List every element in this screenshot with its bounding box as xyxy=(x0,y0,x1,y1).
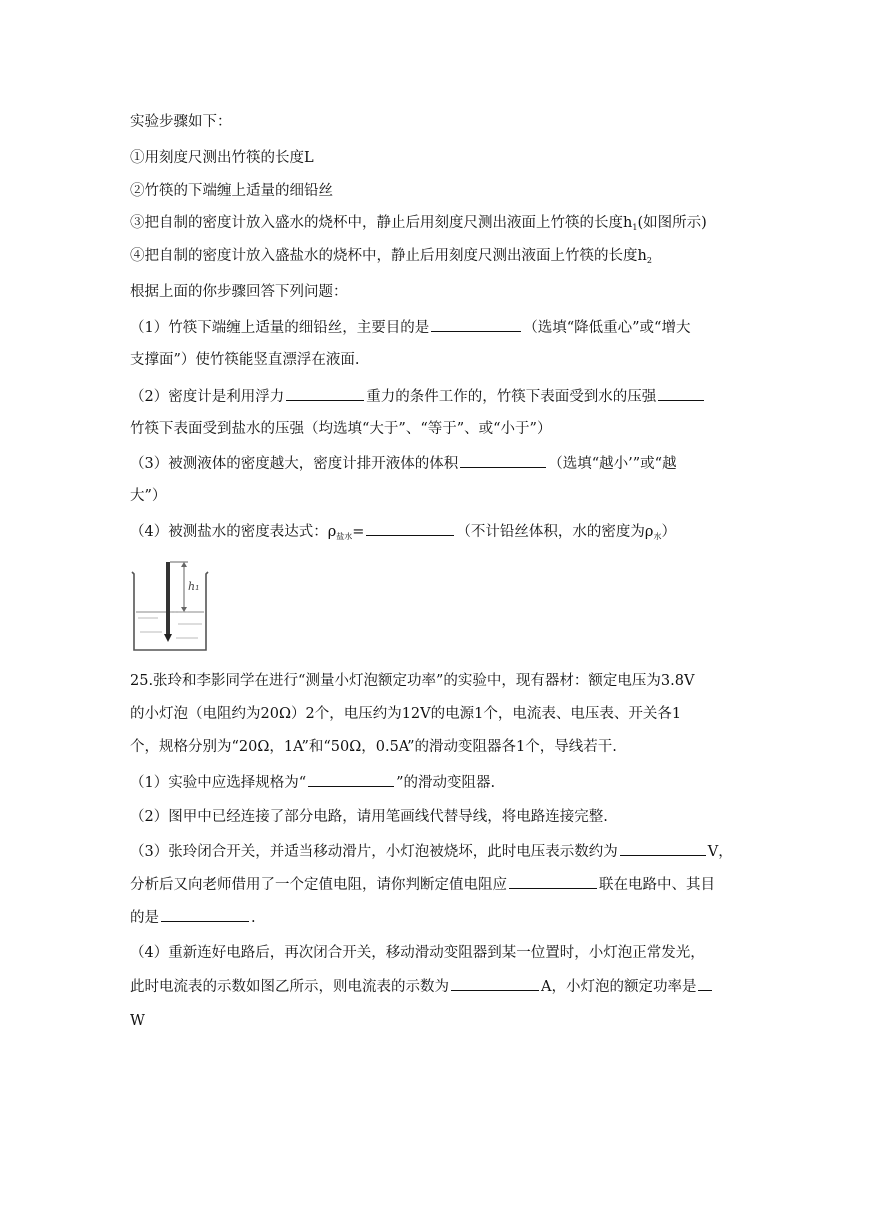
problem-25-line-3: 个，规格分别为“20Ω，1A”和“50Ω，0.5A”的滑动变阻器各1个，导线若干. xyxy=(130,739,617,755)
question-4-subscript-water: 水 xyxy=(653,532,662,541)
question-4-subscript: 盐水 xyxy=(336,532,353,541)
figure-label: h₁ xyxy=(188,580,200,593)
steps-title: 实验步骤如下： xyxy=(130,114,232,130)
question-4-equals: = xyxy=(352,524,365,540)
problem-25-question-4: （4）重新连好电路后，再次闭合开关，移动滑动变阻器到某一位置时，小灯泡正常发光， xyxy=(130,945,705,961)
problem-25-question-3-text-b: 分析后又向老师借用了一个定值电阻，请你判断定值电阻应 xyxy=(130,877,507,893)
question-3-options: （选填“越小’”或“越 xyxy=(548,456,677,472)
problem-25-question-3-text-d: 的是 xyxy=(130,910,159,926)
answer-blank[interactable] xyxy=(658,386,704,401)
question-2-text: （2）密度计是利用浮力 xyxy=(130,389,285,405)
problem-25-question-4-unit: W xyxy=(130,1013,145,1029)
answer-blank[interactable] xyxy=(366,521,454,536)
problem-25-question-1 xyxy=(130,772,495,793)
problem-25-line-1: 25.张玲和李影同学在进行“测量小灯泡额定功率”的实验中，现有器材：额定电压为3.8V xyxy=(130,673,695,689)
question-4-close: ） xyxy=(661,524,676,540)
lead-wire xyxy=(164,634,172,642)
problem-25-question-2: （2）图甲中已经连接了部分电路，请用笔画线代替导线，将电路连接完整. xyxy=(130,809,608,825)
question-2 xyxy=(130,386,706,407)
question-4 xyxy=(130,521,676,547)
problem-25-question-3-text: （3）张玲闭合开关，并适当移动滑片，小灯泡被烧坏，此时电压表示数约为 xyxy=(130,844,618,860)
problem-25-question-3 xyxy=(130,841,733,862)
question-4-text: （4）被测盐水的密度表达式：ρ xyxy=(130,524,337,540)
step-3-note: (如图所示) xyxy=(637,215,707,231)
answer-blank[interactable] xyxy=(431,317,521,332)
problem-25-question-3-period: . xyxy=(251,910,256,926)
question-1-text: （1）竹筷下端缠上适量的细铅丝，主要目的是 xyxy=(130,320,430,336)
answer-blank[interactable] xyxy=(509,874,597,889)
step-4 xyxy=(130,246,652,271)
problem-25-question-4-text-b: A，小灯泡的额定功率是 xyxy=(541,979,697,995)
question-2-text-b: 重力的条件工作的，竹筷下表面受到水的压强 xyxy=(366,389,657,405)
answer-blank[interactable] xyxy=(460,453,546,468)
question-1-options: （选填“降低重心”或“增大 xyxy=(523,320,691,336)
step-3-text: ③把自制的密度计放入盛水的烧杯中，静止后用刻度尺测出液面上竹筷的长度h xyxy=(130,215,633,231)
answer-blank[interactable] xyxy=(308,772,394,787)
step-1: ①用刻度尺测出竹筷的长度L xyxy=(130,150,314,166)
step-2: ②竹筷的下端缠上适量的细铅丝 xyxy=(130,183,333,199)
question-2-cont: 竹筷下表面受到盐水的压强（均选填“大于”、“等于”、或“小于”） xyxy=(130,421,552,437)
answer-blank[interactable] xyxy=(620,841,706,856)
problem-25-question-3-cont xyxy=(130,874,715,895)
problem-25-question-1-text: （1）实验中应选择规格为“ xyxy=(130,775,307,791)
step-4-subscript: 2 xyxy=(646,256,652,265)
hydrometer-beaker-figure xyxy=(128,560,224,656)
problem-25-question-4-text: 此时电流表的示数如图乙所示，则电流表的示数为 xyxy=(130,979,449,995)
problem-25-question-1-end: ”的滑动变阻器. xyxy=(396,775,496,791)
step-3 xyxy=(130,213,707,238)
question-3-text: （3）被测液体的密度越大，密度计排开液体的体积 xyxy=(130,456,459,472)
question-1 xyxy=(130,317,690,338)
problem-25-question-3-text-c: 联在电路中、其目 xyxy=(599,877,715,893)
answer-intro: 根据上面的你步骤回答下列问题： xyxy=(130,284,348,300)
problem-25-question-3-end xyxy=(130,907,256,928)
question-3-cont: 大”） xyxy=(130,488,167,504)
answer-blank[interactable] xyxy=(286,386,364,401)
answer-blank[interactable] xyxy=(698,976,712,991)
problem-25-question-4-cont xyxy=(130,976,714,997)
question-3 xyxy=(130,453,677,474)
answer-blank[interactable] xyxy=(161,907,249,922)
problem-25-line-2: 的小灯泡（电阻约为20Ω）2个，电压约为12V的电源1个，电流表、电压表、开关各1 xyxy=(130,706,682,722)
question-4-note: （不计铅丝体积，水的密度为ρ xyxy=(456,524,654,540)
problem-25-question-3-unit: V， xyxy=(707,844,733,860)
chopstick xyxy=(166,562,170,636)
step-4-text: ④把自制的密度计放入盛盐水的烧杯中，静止后用刻度尺测出液面上竹筷的长度h xyxy=(130,248,647,264)
step-3-subscript: 1 xyxy=(632,223,638,232)
question-1-cont: 支撑面”）使竹筷能竖直漂浮在液面. xyxy=(130,352,360,368)
answer-blank[interactable] xyxy=(451,976,539,991)
